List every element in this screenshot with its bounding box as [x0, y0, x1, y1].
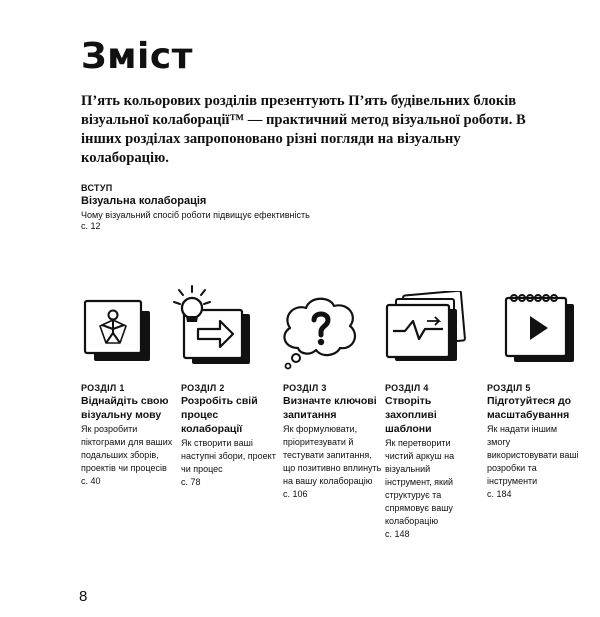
- intro-paragraph: П’ять кольорових розділів презентують П’ять будівельних блоків візуальної колаборації™ — практичний метод візуальної роботи. В інших розділах запропоновано різні погляди на візуальну колаборацію.: [81, 93, 526, 166]
- section-page: с. 106: [283, 489, 308, 499]
- section-number: РОЗДІЛ 2: [181, 383, 225, 393]
- section-name: Розробіть свій процес колаборації: [181, 395, 258, 435]
- intro-kicker: ВСТУП: [81, 183, 113, 193]
- section-number: РОЗДІЛ 3: [283, 383, 327, 393]
- intro-page: с. 12: [81, 221, 101, 231]
- section-4[interactable]: [385, 383, 475, 541]
- section-page: с. 78: [181, 477, 201, 487]
- template-stack-icon: [383, 291, 469, 363]
- section-1[interactable]: [81, 383, 181, 488]
- section-name: Підготуйтеся до масштабування: [487, 395, 572, 421]
- section-page: с. 184: [487, 489, 512, 499]
- section-name: Визначте ключові запитання: [283, 395, 377, 421]
- stick-figure-card-icon: [82, 298, 154, 364]
- flipchart-play-icon: [502, 292, 578, 364]
- lightbulb-arrow-icon: [170, 284, 254, 366]
- intro-entry[interactable]: [81, 183, 481, 231]
- section-desc: Як перетворити чистий аркуш на візуальний інструмент, який структурує та спрямовує вашу колаборацію: [385, 438, 455, 526]
- section-desc: Як розробити піктограми для ваших подальших зборів, проектів чи процесів: [81, 424, 173, 473]
- section-number: РОЗДІЛ 4: [385, 383, 429, 393]
- section-number: РОЗДІЛ 1: [81, 383, 125, 393]
- section-desc: Як надати іншим змогу використовувати ваші розробки та інструменти: [487, 424, 579, 486]
- section-name: Створіть захопливі шаблони: [385, 395, 437, 435]
- page-number: 8: [79, 588, 88, 605]
- question-cloud-icon: [276, 290, 364, 370]
- section-5[interactable]: [487, 383, 582, 501]
- section-page: с. 148: [385, 529, 410, 539]
- section-desc: Як формулювати, пріоритезувати й тестувати запитання, що позитивно вплинуть на вашу колаборацію: [283, 424, 382, 486]
- section-3[interactable]: [283, 383, 383, 501]
- intro-name: Візуальна колаборація: [81, 195, 207, 207]
- page-title: Зміст: [81, 36, 194, 77]
- section-page: с. 40: [81, 476, 101, 486]
- section-number: РОЗДІЛ 5: [487, 383, 531, 393]
- section-desc: Як створити ваші наступні збори, проект чи процес: [181, 438, 276, 474]
- intro-desc: Чому візуальний спосіб роботи підвищує ефективність: [81, 210, 310, 220]
- section-2[interactable]: [181, 383, 281, 489]
- section-name: Віднайдіть свою візуальну мову: [81, 395, 169, 421]
